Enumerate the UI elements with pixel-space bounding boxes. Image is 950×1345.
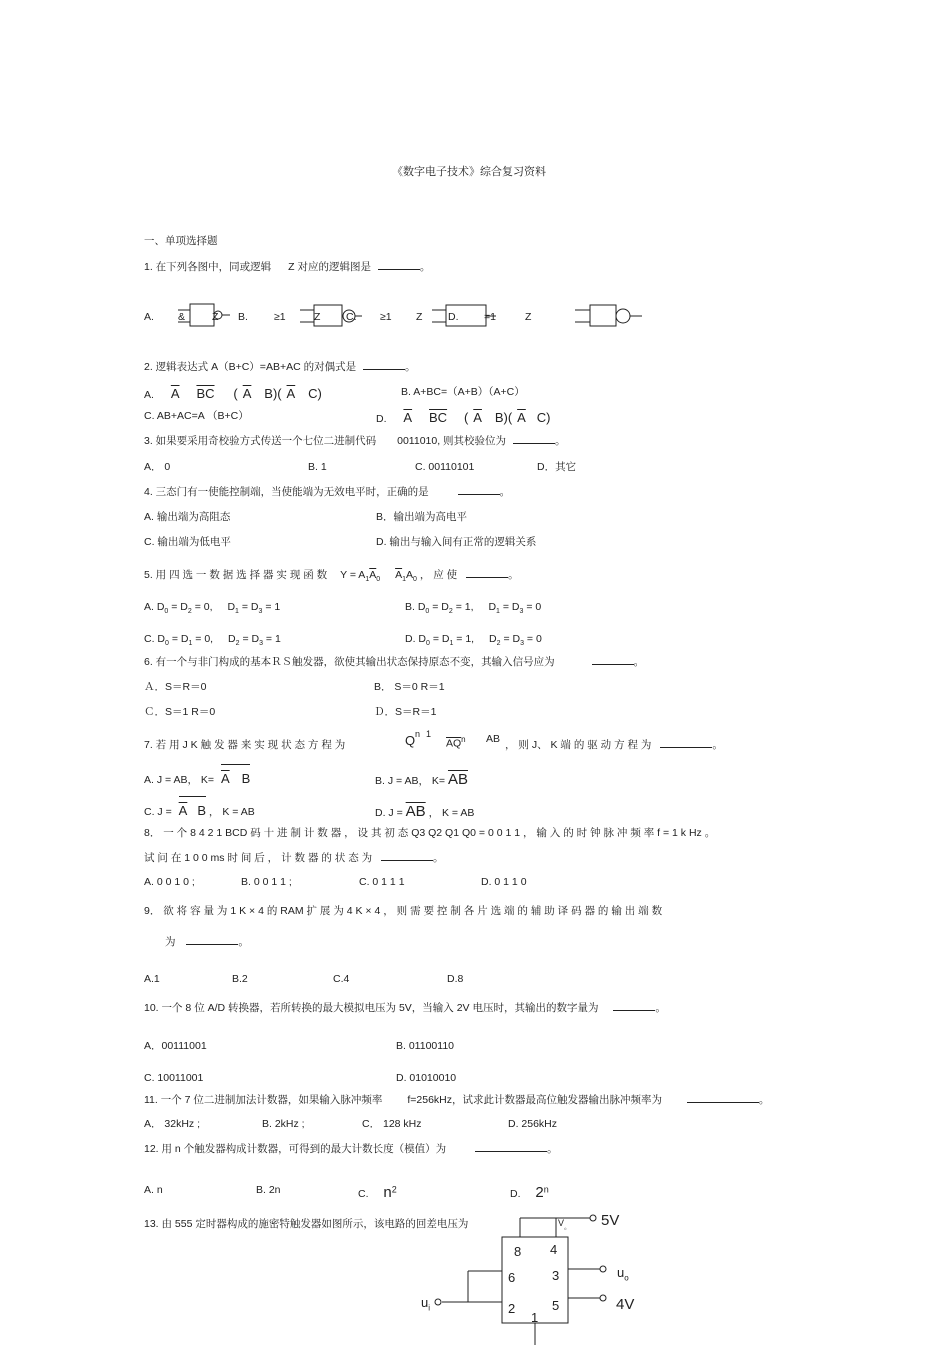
q3-option-a[interactable]: A． 0 xyxy=(144,461,171,473)
q9-option-a[interactable]: A.1 xyxy=(144,973,160,985)
q5-b-d: B. D xyxy=(405,601,426,613)
q5-c-sub2: 2 xyxy=(235,640,240,648)
q13-pin5-label: 5 xyxy=(552,1298,560,1313)
q7-tail-text: ， 则 J、 K 端 的 驱 动 方 程 为 xyxy=(505,739,652,751)
q1-stem-text: 1. 在下列各图中，同或逻辑 xyxy=(144,261,272,273)
q13-ui-terminal xyxy=(435,1299,441,1305)
q13-vcc-text: V xyxy=(558,1218,565,1228)
q5-func-a0: $\overline{A}$ xyxy=(369,569,377,581)
q5-sub-1a: 1 xyxy=(365,576,370,584)
q12-stem-text: 12. 用 n 个触发器构成计数器，可得到的最大计数长度（模值）为 xyxy=(144,1143,447,1155)
q3-stem-text: 3. 如果要采用奇校验方式传送一个七位二进制代码 xyxy=(144,435,377,447)
q5-a-val: = 0, xyxy=(194,601,213,613)
q1-b-symbol: ≥1 xyxy=(274,311,286,323)
q13-pin4-label: 4 xyxy=(550,1242,558,1257)
q12-c-label: C. xyxy=(358,1188,369,1200)
q5-stem-text: 5. 用 四 选 一 数 据 选 择 器 实 现 函 数 xyxy=(144,569,328,581)
q5-sub-1b: 1 xyxy=(402,576,406,584)
q2-a-term1: $\overline{A}$ xyxy=(170,386,180,401)
q5-d-d: D. D xyxy=(405,633,426,645)
q5-d-sub1: 1 xyxy=(449,640,454,648)
q5-b-sub2: 2 xyxy=(448,608,453,616)
q1-d-symbol: =1 xyxy=(484,311,496,323)
q8-stem: 8． 一 个 8 4 2 1 BCD 码 十 进 制 计 数 器 ， 设 其 初 态 Q3 Q2 Q1 Q0 = 0 0 1 1 ， 输 入 的 时 钟 脉 冲 频 率 f = 1 k Hz 。 xyxy=(144,827,716,839)
q2-a-label: A. xyxy=(144,389,154,401)
q12-option-b[interactable]: B. 2n xyxy=(256,1184,281,1196)
q6-option-d[interactable]: Ｄ．S＝R＝1 xyxy=(374,706,437,718)
q2-d-paren1: ( xyxy=(464,410,469,425)
q8-option-a[interactable]: A. 0 0 1 0 ; xyxy=(144,876,195,888)
q7-n-super: n xyxy=(415,729,421,739)
q5-c-sub1: 1 xyxy=(188,640,193,648)
q9-end: 。 xyxy=(238,936,249,948)
q5-b-sub3: 3 xyxy=(519,608,524,616)
q5-b-val2: = 0 xyxy=(526,601,542,613)
q7-stem: 7. 若 用 J K 触 发 器 来 实 现 状 态 方 程 为 xyxy=(144,739,346,751)
q8-option-d[interactable]: D. 0 1 1 0 xyxy=(481,876,527,888)
q10-option-b[interactable]: B. 01100110 xyxy=(396,1040,454,1052)
q9-option-c[interactable]: C.4 xyxy=(333,973,350,985)
q7-ab: AB xyxy=(486,733,501,745)
q7-c-j1: $\overline{A}$ xyxy=(178,803,188,818)
q12-c-base: n xyxy=(383,1184,392,1201)
q13-uo-sub: o xyxy=(624,1273,629,1283)
q4-option-c[interactable]: C. 输出端为低电平 xyxy=(144,536,231,548)
q8-end: 。 xyxy=(433,852,444,864)
q3-code: 0011010, 则其校验位为 xyxy=(397,435,507,447)
q7-one-super: 1 xyxy=(426,729,432,739)
q13-ui-text: u xyxy=(421,1295,429,1310)
q5-sub-0a: 0 xyxy=(376,576,381,584)
q5-func-a1: $\overline{A}$ xyxy=(395,569,403,581)
q5-d-sub0: 0 xyxy=(426,640,430,648)
q9-stem2-text: 为 xyxy=(165,936,176,948)
q2-a-term4: B)( xyxy=(264,386,282,401)
q11-stem-text: 11. 一个 7 位二进制加法计数器，如果输入脉冲频率 xyxy=(144,1094,383,1106)
q5-c-d2: D xyxy=(228,633,236,645)
q5-d-sub3: 3 xyxy=(520,640,524,648)
q5-d-d2: D xyxy=(489,633,497,645)
q5-a-eq2: = D xyxy=(241,601,259,613)
q1-option-b[interactable]: B. xyxy=(238,311,248,323)
q12-c-exp: 2 xyxy=(391,1184,397,1195)
q5-c-val: = 0, xyxy=(195,633,214,645)
q4-option-a[interactable]: A. 输出端为高阻态 xyxy=(144,511,231,523)
q11-option-a[interactable]: A． 32kHz ; xyxy=(144,1118,201,1130)
q6-option-a[interactable]: Ａ．S＝R＝0 xyxy=(144,681,207,693)
q5-d-sub2: 2 xyxy=(496,640,501,648)
q9-option-d[interactable]: D.8 xyxy=(447,973,464,985)
q7-d-j: $\overline{AB}$ xyxy=(405,803,426,820)
q2-stem-text: 2. 逻辑表达式 A（B+C）=AB+AC 的对偶式是 xyxy=(144,361,357,373)
q7-b-label: B. J = AB， K= xyxy=(375,775,446,787)
q5-b-val: = 1, xyxy=(455,601,474,613)
page-title: 《数字电子技术》综合复习资料 xyxy=(392,166,546,178)
q1-d-output: Z xyxy=(525,311,532,323)
q8-stem2-text: 试 问 在 1 0 0 ms 时 间 后 ， 计 数 器 的 状 态 为 xyxy=(144,852,373,864)
q13-vcc-terminal xyxy=(590,1215,596,1221)
q1-option-a[interactable]: A. xyxy=(144,311,154,323)
q3-option-c[interactable]: C. 00110101 xyxy=(415,461,475,473)
q1-end: 。 xyxy=(419,261,431,273)
q1-c-symbol: ≥1 xyxy=(380,311,392,323)
q7-c-j2: B xyxy=(197,803,206,818)
q10-option-c[interactable]: C. 10011001 xyxy=(144,1072,204,1084)
q5-b-eq2: = D xyxy=(502,601,520,613)
q5-c-sub0: 0 xyxy=(165,640,169,648)
q2-option-b[interactable]: B. A+BC=（A+B）（A+C） xyxy=(401,386,525,398)
q5-a-sub1: 1 xyxy=(235,608,239,616)
q13-5v-label: 5V xyxy=(601,1212,620,1229)
q2-d-term4: B)( xyxy=(494,410,513,425)
q2-end: 。 xyxy=(405,361,416,373)
q13-uo-terminal xyxy=(600,1266,606,1272)
q7-d-label: D. J = xyxy=(375,807,403,819)
q5-sub-0b: 0 xyxy=(413,576,417,584)
q1-option-c[interactable]: C. xyxy=(346,311,357,323)
q6-end: 。 xyxy=(633,656,645,668)
q12-d-label: D. xyxy=(510,1188,521,1200)
q2-option-c[interactable]: C. AB+AC=A （B+C） xyxy=(144,410,249,422)
q2-d-term3: $\overline{A}$ xyxy=(473,410,482,425)
q11-option-d[interactable]: D. 256kHz xyxy=(508,1118,558,1130)
q13-pin3-label: 3 xyxy=(552,1268,560,1283)
q10-option-d[interactable]: D. 01010010 xyxy=(396,1072,457,1084)
q5-d-eq: = D xyxy=(432,633,450,645)
q6-option-b[interactable]: B． S＝0 R＝1 xyxy=(374,681,445,693)
q2-a-term6: C) xyxy=(308,386,322,401)
q2-d-term2: $\overline{BC}$ xyxy=(429,410,448,425)
q8-option-b[interactable]: B. 0 0 1 1 ; xyxy=(241,876,292,888)
q13-pin8-label: 8 xyxy=(514,1244,522,1259)
q3-option-d[interactable]: D．其它 xyxy=(537,461,577,473)
q13-ui-label xyxy=(421,1296,430,1313)
q13-vcc-sub: 。 xyxy=(564,1223,572,1231)
q5-b-sub0: 0 xyxy=(425,608,430,616)
q5-c-val2: = 1 xyxy=(265,633,281,645)
q5-tail: ， 应 使 xyxy=(419,569,458,581)
q7-b-k: $\overline{AB}$ xyxy=(447,771,468,788)
q9-stem: 9． 欲 将 容 量 为 1 K × 4 的 RAM 扩 展 为 4 K × 4 ， 则 需 要 控 制 各 片 选 端 的 辅 助 译 码 器 的 输 出 端 数 xyxy=(144,905,663,917)
q5-c-d: C. D xyxy=(144,633,165,645)
q1-c-output: Z xyxy=(416,311,423,323)
q5-b-sub1: 1 xyxy=(496,608,500,616)
q13-pin6-label: 6 xyxy=(508,1270,516,1285)
q5-b-eq: = D xyxy=(432,601,449,613)
q2-d-term1: $\overline{A}$ xyxy=(403,410,413,425)
q5-d-eq2: = D xyxy=(503,633,521,645)
q12-end: 。 xyxy=(547,1143,558,1155)
q10-option-a[interactable]: A．00111001 xyxy=(144,1040,207,1052)
q2-a-term5: $\overline{A}$ xyxy=(286,386,296,401)
q13-pin1-label: 1 xyxy=(531,1310,539,1325)
q4-stem-text: 4. 三态门有一使能控制端，当使能端为无效电平时，正确的是 xyxy=(144,486,429,498)
q2-d-label: D. xyxy=(376,413,387,425)
q12-option-a[interactable]: A. n xyxy=(144,1184,163,1196)
q7-c-label: C. J = xyxy=(144,806,172,818)
q13-vcc-label xyxy=(558,1219,571,1231)
q7-c-k: ， K = AB xyxy=(208,806,255,818)
q5-c-eq: = D xyxy=(171,633,189,645)
q5-func-y: Y = A xyxy=(340,569,366,581)
q9-option-b[interactable]: B.2 xyxy=(232,973,248,985)
section-heading: 一、单项选择题 xyxy=(144,235,218,247)
q5-c-eq2: = D xyxy=(242,633,260,645)
q2-d-term5: $\overline{A}$ xyxy=(517,410,526,425)
q1-stem-z: Z 对应的逻辑图是 xyxy=(288,261,371,273)
q11-end: 。 xyxy=(758,1094,770,1106)
q2-a-paren1: ( xyxy=(233,386,238,401)
q2-a-term2: $\overline{BC}$ xyxy=(196,386,215,401)
q6-stem-text: 6. 有一个与非门构成的基本ＲＳ触发器，欲使其输出状态保持原态不变，其输入信号应为 xyxy=(144,656,555,668)
q10-end: 。 xyxy=(655,1002,666,1014)
q5-end: 。 xyxy=(508,569,519,581)
q13-ui-sub: i xyxy=(428,1303,431,1313)
q2-a-term3: $\overline{A}$ xyxy=(242,386,252,401)
q7-end: 。 xyxy=(712,739,723,751)
q5-a-d: A. D xyxy=(144,601,165,613)
q12-d-base: 2 xyxy=(535,1184,544,1201)
q13-uo-label xyxy=(617,1266,629,1283)
q5-a-sub2: 2 xyxy=(187,608,192,616)
q11-option-c[interactable]: C． 128 kHz xyxy=(362,1118,422,1130)
q12-d-exp: n xyxy=(543,1184,549,1195)
q7-a-k2: B xyxy=(241,771,251,786)
q2-d-term6: C) xyxy=(536,410,551,425)
q13-4v-label: 4V xyxy=(616,1296,635,1313)
q7-a-label: A. J = AB， K= xyxy=(144,774,215,786)
q5-d-val2: = 0 xyxy=(526,633,542,645)
q1-a-symbol: & xyxy=(178,311,186,323)
q13-stem: 13. 由 555 定时器构成的施密特触发器如图所示，该电路的回差电压为 xyxy=(144,1218,469,1230)
q11-option-b[interactable]: B. 2kHz ; xyxy=(262,1118,305,1130)
q1-a-output: Z xyxy=(212,311,219,323)
q5-a-sub0: 0 xyxy=(164,608,169,616)
q1-b-output: Z xyxy=(314,311,321,323)
q5-a-eq: = D xyxy=(171,601,188,613)
q7-aq-text: $\overline{AQ}$ xyxy=(446,737,462,750)
q5-a-sub3: 3 xyxy=(258,608,263,616)
q8-option-c[interactable]: C. 0 1 1 1 xyxy=(359,876,405,888)
q5-b-d2: D xyxy=(488,601,497,613)
q3-end: 。 xyxy=(554,435,566,447)
q7-q: Q xyxy=(405,733,416,748)
q6-option-c[interactable]: Ｃ．S＝1 R＝0 xyxy=(144,706,216,718)
q13-uo-text: u xyxy=(617,1265,625,1280)
q4-option-b[interactable]: B．输出端为高电平 xyxy=(376,511,468,523)
q1-option-d[interactable]: D. xyxy=(448,311,459,323)
q5-d-val: = 1, xyxy=(456,633,475,645)
q3-option-b[interactable]: B. 1 xyxy=(308,461,327,473)
q7-a-k1: $\overline{A}$ xyxy=(220,771,230,786)
q5-func-a0b: A xyxy=(406,569,414,581)
q5-a-d2: D xyxy=(227,601,236,613)
q7-d-k: ， K = AB xyxy=(428,807,475,819)
q11-freq: f=256kHz，试求此计数器最高位触发器输出脉冲频率为 xyxy=(407,1094,662,1106)
q4-option-d[interactable]: D. 输出与输入间有正常的逻辑关系 xyxy=(376,536,537,548)
q5-c-sub3: 3 xyxy=(259,640,263,648)
q10-stem-text: 10. 一个 8 位 A/D 转换器，若所转换的最大模拟电压为 5V，当输入 2V 电压时，其输出的数字量为 xyxy=(144,1002,599,1014)
q13-4v-terminal xyxy=(600,1295,606,1301)
q13-pin2-label: 2 xyxy=(508,1301,516,1316)
q7-aq-n: n xyxy=(461,735,466,744)
q4-end: 。 xyxy=(499,486,511,498)
q5-a-val2: = 1 xyxy=(265,601,281,613)
